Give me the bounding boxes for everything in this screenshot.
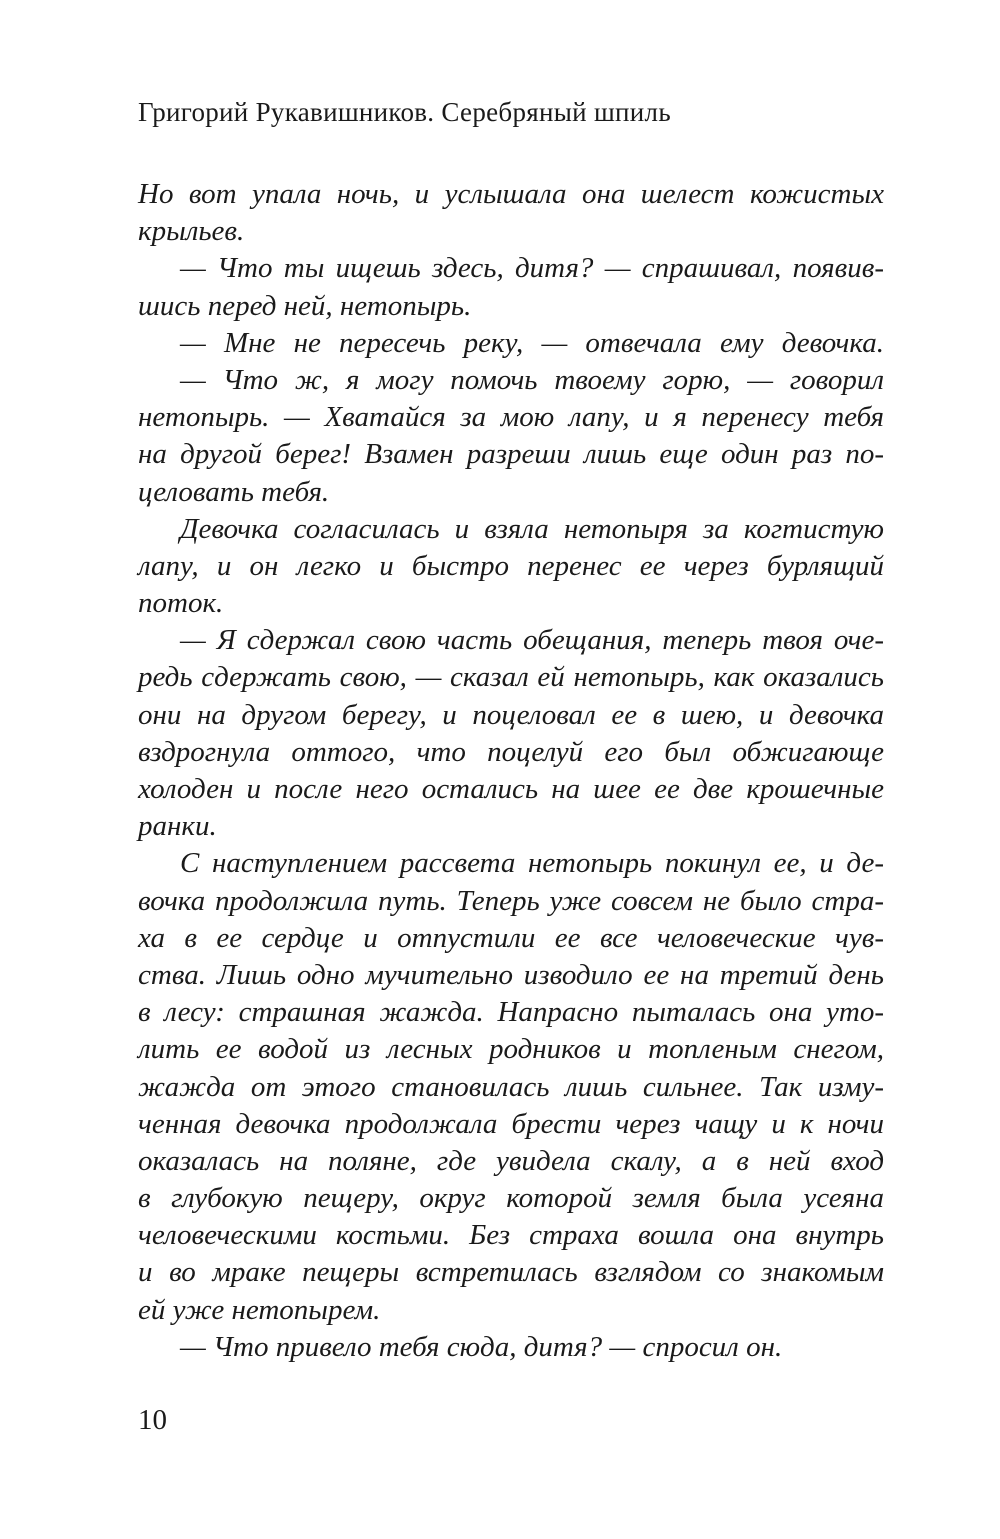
- text-line: нетопырь. — Хватайся за мою лапу, и я перенесу тебя: [138, 401, 884, 434]
- text-line: целовать тебя.: [138, 475, 330, 508]
- text-line: и во мраке пещеры встретилась взглядом со знакомым: [138, 1256, 884, 1289]
- text-line: ченная девочка продолжала брести через чащу и к ночи: [138, 1107, 884, 1140]
- text-line: шись перед ней, нетопырь.: [138, 289, 472, 322]
- text-line: ха в ее сердце и отпустили ее все человеческие чув-: [138, 921, 884, 954]
- text-line: С наступлением рассвета нетопырь покинул ее, и де-: [180, 847, 884, 880]
- text-line: поток.: [138, 587, 224, 620]
- page-number: 10: [138, 1404, 167, 1436]
- text-line: редь сдержать свою, — сказал ей нетопырь, как оказались: [138, 661, 884, 694]
- text-line: вздрогнула оттого, что поцелуй его был обжигающе: [138, 735, 884, 768]
- text-line: — Мне не пересечь реку, — отвечала ему девочка.: [180, 326, 884, 359]
- running-head: Григорий Рукавишников. Серебряный шпиль: [138, 97, 671, 127]
- text-line: — Я сдержал свою часть обещания, теперь твоя оче-: [180, 624, 884, 657]
- text-line: крыльев.: [138, 215, 245, 248]
- text-line: жажда от этого становилась лишь сильнее. Так изму-: [138, 1070, 884, 1103]
- text-line: ей уже нетопырем.: [138, 1293, 381, 1326]
- text-line: вочка продолжила путь. Теперь уже совсем не было стра-: [138, 884, 884, 917]
- text-line: — Что ж, я могу помочь твоему горю, — говорил: [180, 363, 884, 396]
- text-line: лапу, и он легко и быстро перенес ее через бурлящий: [138, 549, 884, 582]
- text-line: в лесу: страшная жажда. Напрасно пыталась она уто-: [138, 996, 884, 1029]
- text-line: они на другом берегу, и поцеловал ее в шею, и девочка: [138, 698, 884, 731]
- text-line: Девочка согласилась и взяла нетопыря за когтистую: [180, 512, 884, 545]
- text-line: оказалась на поляне, где увидела скалу, а в ней вход: [138, 1144, 884, 1177]
- text-line: ства. Лишь одно мучительно изводило ее на третий день: [138, 958, 884, 991]
- text-line: лить ее водой из лесных родников и топленым снегом,: [138, 1033, 884, 1066]
- text-line: на другой берег! Взамен разреши лишь еще один раз по-: [138, 438, 884, 471]
- text-line: ранки.: [138, 810, 217, 843]
- text-line: в глубокую пещеру, округ которой земля была усеяна: [138, 1182, 884, 1215]
- text-line: — Что ты ищешь здесь, дитя? — спрашивал, появив-: [180, 252, 884, 285]
- text-line: человеческими костьми. Без страха вошла она внутрь: [138, 1219, 884, 1252]
- text-line: — Что привело тебя сюда, дитя? — спросил он.: [180, 1330, 783, 1363]
- body-text: [138, 176, 884, 1366]
- text-line: Но вот упала ночь, и услышала она шелест кожистых: [138, 178, 884, 210]
- text-line: холоден и после него остались на шее ее две крошечные: [138, 773, 884, 805]
